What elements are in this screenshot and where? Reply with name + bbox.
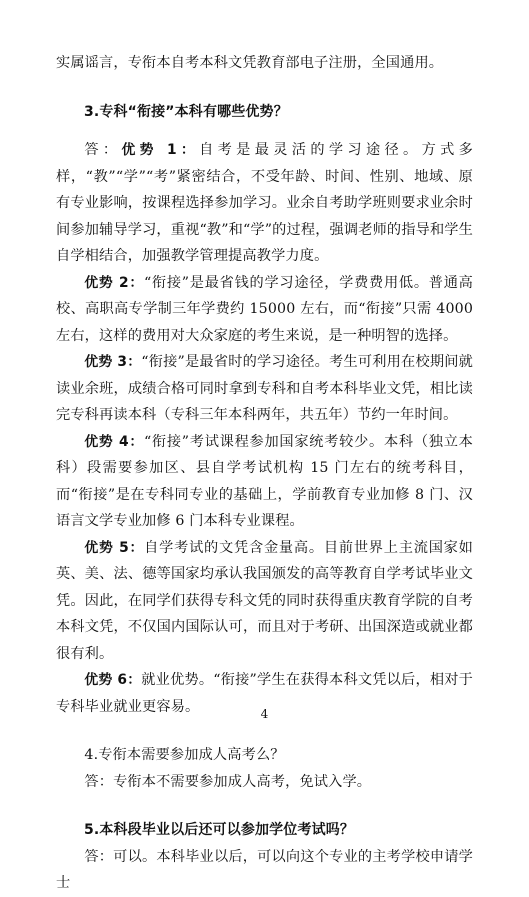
advantage-2-paragraph (56, 270, 473, 350)
answer-4-paragraph: 答：专衔本不需要参加成人高考，免试入学。 (84, 773, 372, 790)
advantage-5-text: 自学考试的文凭含金量高。目前世界上主流国家如英、美、法、德等国家均承认我国颁发的高等教育自学考试毕业文凭。因此，在同学们获得专科文凭的同时获得重庆教育学院的自考本科文凭，不仅国内国际认可，而且对于考研、出国深造或就业都很有利。 (56, 539, 473, 662)
answer-prefix: 答： (84, 142, 122, 158)
advantage-4-paragraph (56, 429, 473, 535)
intro-paragraph: 实属谣言，专衔本自考本科文凭教育部电子注册，全国通用。 (56, 55, 444, 71)
advantage-5-label: 优势 5： (84, 539, 145, 556)
advantage-4-label: 优势 4： (84, 433, 144, 450)
advantage-5-paragraph (56, 535, 473, 668)
advantage-2-label: 优势 2： (84, 274, 144, 291)
advantage-6-text: 就业优势。“衔接”学生在获得本科文凭以后，相对于专科毕业就业更容易。 (56, 672, 474, 715)
page-number: 4 (260, 707, 269, 721)
advantage-1-text: 自考是最灵活的学习途径。方式多样，“教”“学”“考”紧密结合，不受年龄、时间、性别、地域、原有专业影响，按课程选择参加学习。业余自考助学班则要求业余时间参加辅导学习，重视“教”和“学”的过程，强调老师的指导和学生自学相结合，加强教学管理提高教学力度。 (56, 142, 473, 264)
advantage-3-label: 优势 3： (84, 354, 142, 370)
advantage-6-label: 优势 6： (84, 672, 142, 688)
advantage-4-text: “衔接”考试课程参加国家统考较少。本科（独立本科）段需要参加区、县自学考试机构 15 门左右的统考科目，而“衔接”是在专科同专业的基础上，学前教育专业加修 8 门、汉语言文学专业加修 6 门本科专业课程。 (56, 433, 473, 529)
advantage-3-paragraph (56, 349, 473, 429)
question-5-heading: 5.本科段毕业以后还可以参加学位考试吗？ (84, 822, 355, 838)
advantage-2-text: “衔接”是最省钱的学习途径，学费费用低。普通高校、高职高专学制三年学费约 15000 左右，而“衔接”只需 4000 左右，这样的费用对大众家庭的考生来说，是一种明智的选择。 (56, 274, 473, 344)
question-3-heading: 3.专科“衔接”本科有哪些优势？ (84, 103, 288, 120)
advantage-1-paragraph (56, 137, 473, 270)
answer-5-paragraph: 答：可以。本科毕业以后，可以向这个专业的主考学校申请学士 (56, 848, 473, 891)
advantage-3-text: “衔接”是最省时的学习途径。考生可利用在校期间就读业余班，成绩合格可同时拿到专科和自考本科毕业文凭，相比读完专科再读本科（专科三年本科两年，共五年）节约一年时间。 (56, 354, 474, 423)
question-4-heading: 4.专衔本需要参加成人高考么？ (84, 747, 285, 763)
advantage-1-label: 优势 1： (121, 142, 200, 158)
